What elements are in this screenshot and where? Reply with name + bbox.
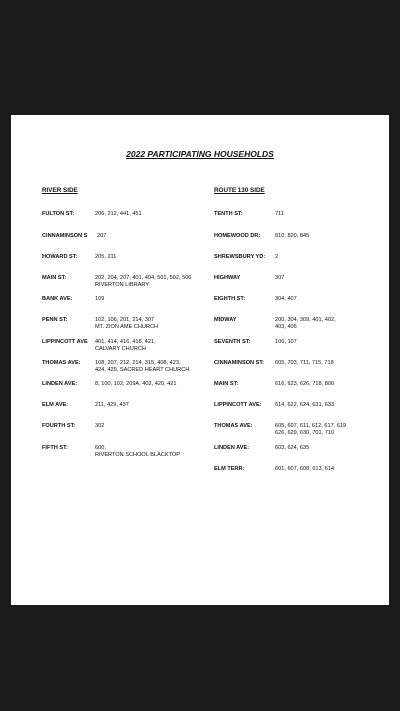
household-numbers: 616, 623, 626, 718, 800 (275, 381, 335, 387)
document-title: 2022 PARTICIPATING HOUSEHOLDS (126, 149, 274, 159)
street-name: FOURTH ST: (42, 423, 76, 429)
river-side-heading: RIVER SIDE (42, 187, 78, 194)
household-numbers: 614, 622, 624, 631, 633 (275, 402, 335, 408)
street-name: TENTH ST: (214, 211, 243, 217)
street-name: ELM TERR: (214, 466, 245, 472)
household-numbers: 102, 106, 201, 214, 307 MT. ZION AME CHURCH (95, 317, 159, 330)
household-numbers: 605, 703, 711, 715, 718 (275, 360, 334, 366)
street-name: CINNAMINSON S (42, 233, 88, 239)
street-name: FULTON ST: (42, 211, 75, 217)
street-name: LINDEN AVE: (214, 445, 250, 451)
household-numbers: 108, 207, 212, 214, 315, 408, 423, 424, 429, SACRED HEART CHURCH (95, 360, 190, 373)
household-numbers: 205, 211 (95, 254, 117, 260)
street-name: MAIN ST: (214, 381, 239, 387)
document-page (11, 115, 389, 605)
street-name: BANK AVE: (42, 296, 73, 302)
household-numbers: 601, 607, 608, 613, 614 (275, 466, 335, 472)
street-name: ELM AVE: (42, 402, 69, 408)
street-name: PENN ST: (42, 317, 68, 323)
household-numbers: 810, 820, 845 (275, 233, 310, 239)
household-numbers: 202, 204, 207, 401, 404, 501, 502, 506 RIVERTON LIBRARY (95, 275, 192, 288)
street-name: SEVENTH ST: (214, 339, 251, 345)
household-numbers: 200, 304, 309, 401, 402, 403, 406 (275, 317, 336, 330)
street-name: THOMAS AVE: (42, 360, 81, 366)
street-name: EIGHTH ST: (214, 296, 246, 302)
street-name: SHREWSBURY YD: (214, 254, 266, 260)
household-numbers: 600, RIVERTON SCHOOL BLACKTOP (95, 445, 180, 458)
household-numbers: 401, 414, 416, 418, 421, CALVARY CHURCH (95, 339, 156, 352)
street-name: FIFTH ST: (42, 445, 68, 451)
household-numbers: 711 (275, 211, 284, 217)
street-name: MIDWAY (214, 317, 237, 323)
household-numbers: 304, 407 (275, 296, 297, 302)
household-numbers: 307 (275, 275, 285, 281)
household-numbers: 302 (95, 423, 105, 429)
household-numbers: 109 (95, 296, 105, 302)
household-numbers: 8, 100, 102, 209A, 402, 420, 421 (95, 381, 177, 387)
household-numbers: 603, 624, 635 (275, 445, 310, 451)
street-name: MAIN ST: (42, 275, 67, 281)
street-name: LIPPINCOTT AVE: (214, 402, 262, 408)
street-name: HOMEWOOD DR: (214, 233, 261, 239)
street-name: LIPPINCOTT AVE (42, 339, 88, 345)
route-130-side-heading: ROUTE 130 SIDE (214, 187, 265, 194)
street-name: HIGHWAY (214, 275, 241, 281)
street-name: CINNAMINSON ST: (214, 360, 265, 366)
household-numbers: 2 (275, 254, 279, 260)
household-numbers: 206, 212, 441, 451 (95, 211, 142, 217)
household-numbers: 106, 107 (275, 339, 297, 345)
street-name: THOMAS AVE: (214, 423, 253, 429)
street-name: HOWARD ST: (42, 254, 78, 260)
street-name: LINDEN AVE: (42, 381, 78, 387)
household-numbers: 207 (97, 233, 107, 239)
household-numbers: 211, 429, 437 (95, 402, 129, 408)
household-numbers: 605, 607, 611, 612, 617, 619 626, 629, 630, 701, 710 (275, 423, 347, 436)
